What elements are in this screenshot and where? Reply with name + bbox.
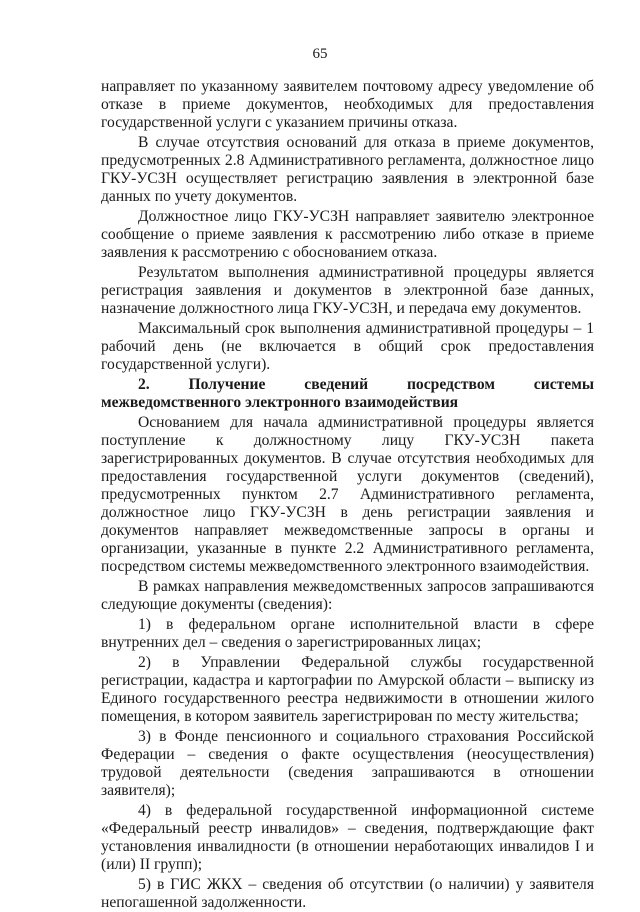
paragraph-requested-documents: В рамках направления межведомственных запросов запрашиваются следующие документы (сведения): (101, 578, 594, 613)
list-item: 2) в Управлении Федеральной службы государственной регистрации, кадастра и картографии по Амурской области – выписку из Единого государственного реестра недвижимости в отношении жилого помещения, в котором заявитель зарегистрирован по месту жительства; (101, 654, 594, 725)
paragraph-basis: Основанием для начала административной процедуры является поступление к должностному лицу ГКУ-УСЗН пакета зарегистрированных документов. В случае отсутствия необходимых для предоставления государственной услуги документов (сведений), предусмотренных пунктом 2.7 Административного регламента, должностное лицо ГКУ-УСЗН в день регистрации заявления и документов направляет межведомственные запросы в органы и организации, указанные в пункте 2.2 Административного регламента, посредством системы межведомственного электронного взаимодействия. (101, 414, 594, 575)
paragraph-max-term: Максимальный срок выполнения административной процедуры – 1 рабочий день (не включается в общий срок предоставления государственной услуги). (101, 320, 594, 373)
list-item: 5) в ГИС ЖКХ – сведения об отсутствии (о наличии) у заявителя непогашенной задолженности. (101, 876, 594, 911)
paragraph-result: Результатом выполнения административной процедуры является регистрация заявления и документов в электронной базе данных, назначение должностного лица ГКУ-УСЗН, и передача ему документов. (101, 264, 594, 317)
paragraph-electronic-message: Должностное лицо ГКУ-УСЗН направляет заявителю электронное сообщение о приеме заявления к рассмотрению либо отказе в приеме заявления к рассмотрению с обоснованием отказа. (101, 208, 594, 261)
paragraph-registration: В случае отсутствия оснований для отказа в приеме документов, предусмотренных 2.8 Административного регламента, должностное лицо ГКУ-УСЗН осуществляет регистрацию заявления в электронной базе данных по учету документов. (101, 134, 594, 205)
list-item: 3) в Фонде пенсионного и социального страхования Российской Федерации – сведения о факте осуществления (неосуществления) трудовой деятельности (сведения запрашиваются в отношении заявителя); (101, 728, 594, 799)
section-heading: 2. Получение сведений посредством системы межведомственного электронного взаимодействия (101, 376, 594, 411)
list-item: 4) в федеральной государственной информационной системе «Федеральный реестр инвалидов» – сведения, подтверждающие факт установления инвалидности (в отношении неработающих инвалидов I и (или) II групп); (101, 802, 594, 873)
document-body (101, 78, 594, 912)
page-number: 65 (312, 46, 328, 62)
paragraph-refusal-notice: направляет по указанному заявителем почтовому адресу уведомление об отказе в приеме документов, необходимых для предоставления государственной услуги с указанием причины отказа. (101, 78, 594, 131)
list-item: 1) в федеральном органе исполнительной власти в сфере внутренних дел – сведения о зарегистрированных лицах; (101, 616, 594, 651)
